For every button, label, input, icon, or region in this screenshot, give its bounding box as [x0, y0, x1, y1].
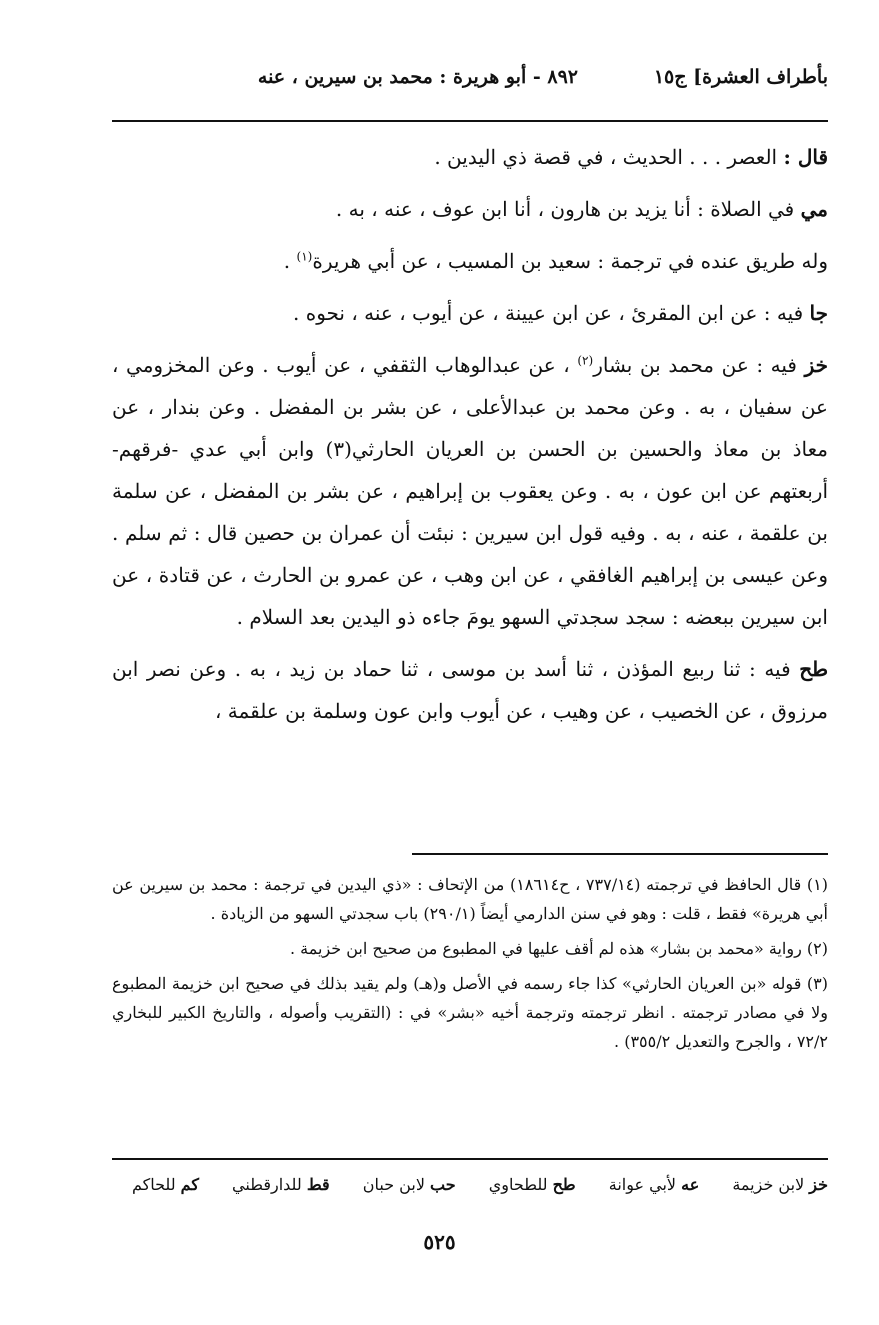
paragraph-text-tail: .	[283, 249, 297, 273]
page-header	[112, 58, 828, 98]
paragraph-text: العصر . . . الحديث ، في قصة ذي اليدين .	[434, 145, 784, 169]
abbreviation-label: لابن حبان	[362, 1175, 425, 1194]
page-number: ٥٢٥	[423, 1230, 456, 1254]
paragraph-text: فيه : عن محمد بن بشار	[593, 353, 805, 377]
abbreviations-key	[112, 1170, 828, 1200]
footnote-divider	[412, 853, 828, 855]
paragraph-text: وله طريق عنده في ترجمة : سعيد بن المسيب ، عن أبي هريرة	[312, 249, 828, 273]
main-text	[112, 136, 828, 742]
paragraph	[112, 292, 828, 334]
paragraph	[112, 136, 828, 178]
abbreviation-code: طح	[552, 1175, 576, 1194]
abbreviation-code: قط	[306, 1175, 330, 1194]
footnote-ref[interactable]: (١)	[296, 249, 313, 264]
abbreviation	[489, 1175, 576, 1194]
paragraph-text: في الصلاة : أنا يزيد بن هارون ، أنا ابن عوف ، عنه ، به .	[335, 197, 801, 221]
abbreviation-label: لابن خزيمة	[732, 1175, 805, 1194]
abbreviation	[363, 1175, 456, 1194]
paragraph-text-tail: ، عن عبدالوهاب الثقفي ، عن أيوب . وعن المخزومي ، عن سفيان ، به . وعن محمد بن عبدالأعلى ، عن بشر بن المفضل . وعن بندار ، عن معاذ بن معاذ والحسين بن الحسن بن العريان الحارثي(٣) وابن أبي عدي -فرقهم- أربعتهم عن ابن عون ، به . وعن يعقوب بن إبراهيم ، عن بشر بن المفضل ، عن سلمة بن علقمة ، عنه ، به . وفيه قول ابن سيرين : نبئت أن عمران بن حصين قال : ثم سلم . وعن عيسى بن إبراهيم الغافقي ، عن ابن وهب ، عن عمرو بن الحارث ، عن قتادة ، عن ابن سيرين ببعضه : سجد سجدتي السهو يومَ جاءه ذو اليدين بعد السلام .	[112, 353, 829, 629]
footnote: (٣) قوله «بن العريان الحارثي» كذا جاء رسمه في الأصل و(هـ) ولم يقيد بذلك في صحيح ابن خزيمة المطبوع ولا في مصادر ترجمته . انظر ترجمته وترجمة أخيه «بشر» في : (التقريب وأصوله ، والتاريخ الكبير للبخاري ٧٢/٢ ، والجرح والتعديل ٣٥٥/٢) .	[112, 974, 828, 1051]
abbreviation	[609, 1175, 700, 1194]
abbreviation-label: لأبي عوانة	[608, 1175, 677, 1194]
abbreviation-code: عه	[681, 1175, 700, 1194]
book-volume-title: بأطراف العشرة] ج١٥	[653, 66, 828, 88]
footnotes	[112, 870, 828, 1062]
header-divider	[112, 120, 828, 122]
paragraph-lead: قال :	[783, 145, 828, 169]
entry-title: ٨٩٢ - أبو هريرة : محمد بن سيرين ، عنه	[257, 66, 578, 88]
paragraph	[112, 240, 828, 282]
abbreviation-code: خز	[809, 1175, 828, 1194]
paragraph	[112, 344, 828, 638]
paragraph	[112, 188, 828, 230]
paragraph-text: فيه : عن ابن المقرئ ، عن ابن عيينة ، عن أيوب ، عنه ، نحوه .	[293, 301, 810, 325]
abbreviations-divider	[112, 1158, 828, 1160]
abbreviation	[132, 1175, 199, 1194]
abbreviation	[732, 1175, 828, 1194]
abbreviation-code: كم	[180, 1175, 199, 1194]
paragraph-lead: جا	[809, 301, 828, 325]
paragraph-lead: مي	[800, 197, 828, 221]
footnote: (١) قال الحافظ في ترجمته (٧٣٧/١٤ ، ح١٨٦١٤) من الإتحاف : «ذي اليدين في ترجمة : محمد بن سيرين عن أبي هريرة» فقط ، قلت : وهو في سنن الدارمي أيضاً (٢٩٠/١) باب سجدتي السهو من الزيادة .	[112, 875, 828, 923]
abbreviation-label: للحاكم	[131, 1175, 176, 1194]
paragraph-lead: طح	[799, 657, 829, 681]
footnote: (٢) رواية «محمد بن بشار» هذه لم أقف عليها في المطبوع من صحيح ابن خزيمة .	[289, 939, 828, 958]
footnote-ref[interactable]: (٢)	[577, 353, 594, 368]
abbreviation-code: حب	[430, 1175, 456, 1194]
paragraph-text: فيه : ثنا ربيع المؤذن ، ثنا أسد بن موسى ، ثنا حماد بن زيد ، به . وعن نصر ابن مرزوق ، عن الخصيب ، عن وهيب ، عن أيوب وابن عون وسلمة بن علقمة ،	[112, 657, 828, 723]
abbreviation	[232, 1175, 330, 1194]
abbreviation-label: للدارقطني	[232, 1175, 302, 1194]
paragraph-lead: خز	[804, 353, 828, 377]
abbreviation-label: للطحاوي	[488, 1175, 548, 1194]
paragraph	[112, 648, 828, 732]
